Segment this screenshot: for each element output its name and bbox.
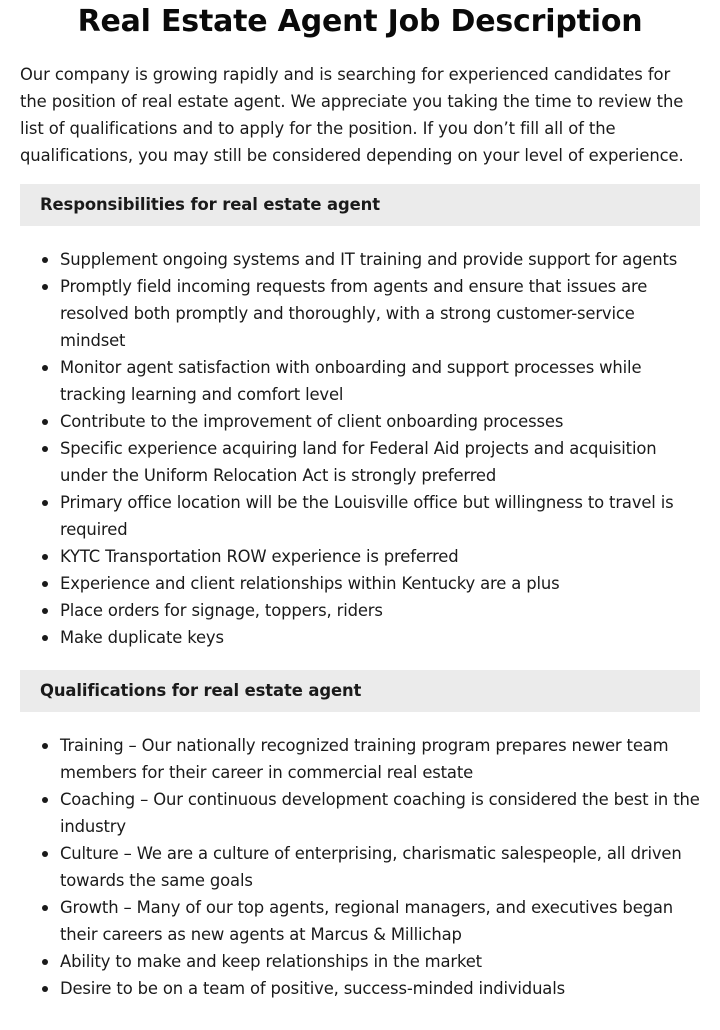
list-item: Experience and client relationships within Kentucky are a plus — [60, 570, 700, 597]
qualifications-list — [20, 732, 700, 1002]
list-item: Ability to make and keep relationships in the market — [60, 948, 700, 975]
list-item: Coaching – Our continuous development coaching is considered the best in the industry — [60, 786, 700, 840]
list-item: Growth – Many of our top agents, regional managers, and executives began their careers as new agents at Marcus & Millichap — [60, 894, 700, 948]
list-item: Monitor agent satisfaction with onboarding and support processes while tracking learning and comfort level — [60, 354, 700, 408]
responsibilities-list — [20, 246, 700, 651]
list-item: Make duplicate keys — [60, 624, 700, 651]
responsibilities-heading: Responsibilities for real estate agent — [20, 184, 700, 226]
list-item: Supplement ongoing systems and IT training and provide support for agents — [60, 246, 700, 273]
list-item: Promptly field incoming requests from agents and ensure that issues are resolved both promptly and thoroughly, with a strong customer-service mindset — [60, 273, 700, 354]
list-item: Primary office location will be the Louisville office but willingness to travel is required — [60, 489, 700, 543]
intro-paragraph: Our company is growing rapidly and is searching for experienced candidates for the position of real estate agent. We appreciate you taking the time to review the list of qualifications and to apply for the position. If you don’t fill all of the qualifications, you may still be considered depending on your level of experience. — [20, 65, 684, 165]
list-item: Desire to be on a team of positive, success-minded individuals — [60, 975, 700, 1002]
list-item: KYTC Transportation ROW experience is preferred — [60, 543, 700, 570]
list-item: Place orders for signage, toppers, riders — [60, 597, 700, 624]
qualifications-heading: Qualifications for real estate agent — [20, 670, 700, 712]
list-item: Contribute to the improvement of client onboarding processes — [60, 408, 700, 435]
page-title: Real Estate Agent Job Description — [77, 4, 643, 39]
list-item: Specific experience acquiring land for Federal Aid projects and acquisition under the Uniform Relocation Act is strongly preferred — [60, 435, 700, 489]
list-item: Training – Our nationally recognized training program prepares newer team members for their career in commercial real estate — [60, 732, 700, 786]
list-item: Culture – We are a culture of enterprising, charismatic salespeople, all driven towards the same goals — [60, 840, 700, 894]
